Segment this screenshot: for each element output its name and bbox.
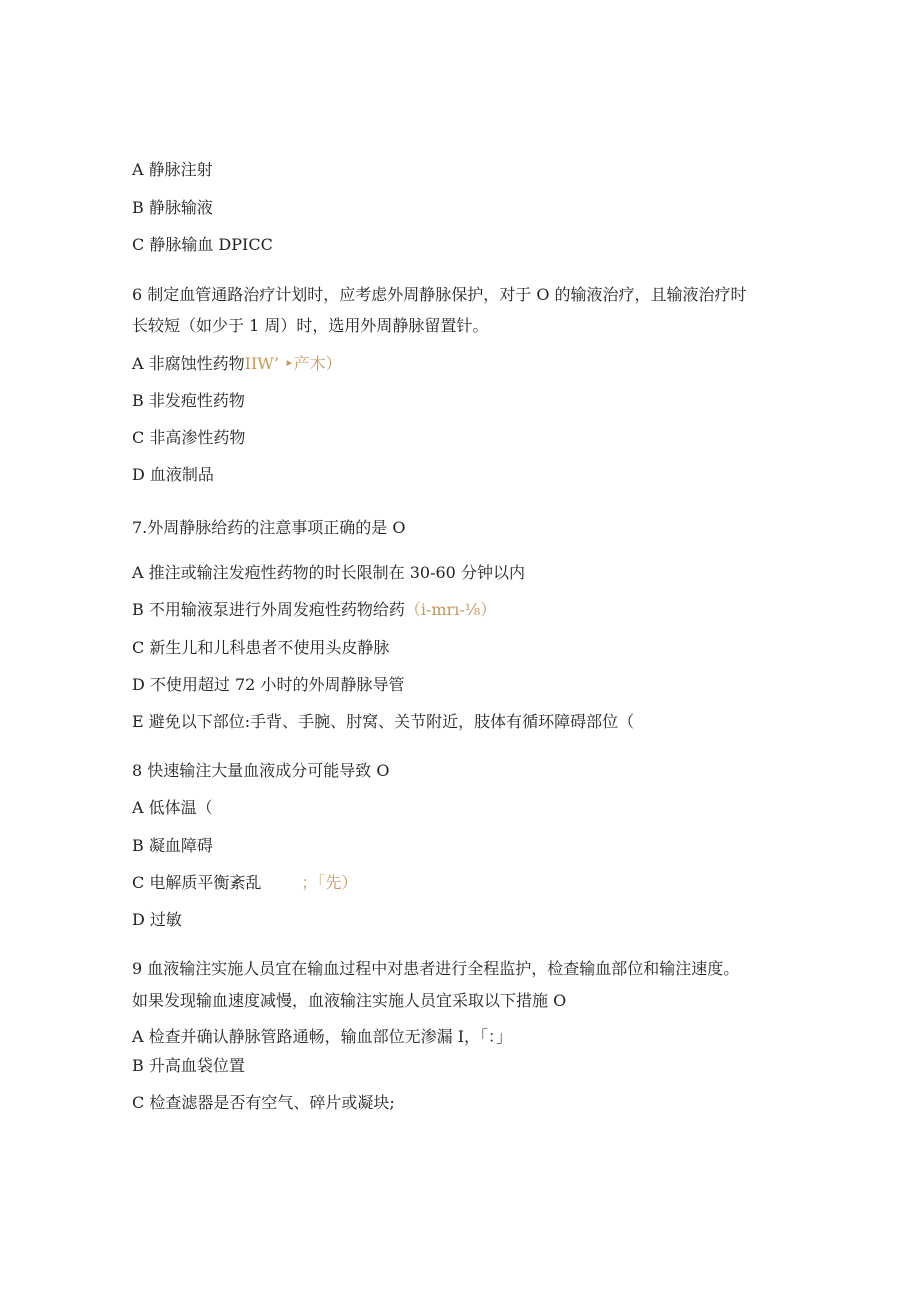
q7-option-d: D 不使用超过 72 小时的外周静脉导管 xyxy=(132,675,405,694)
q8-option-c-mark: ；「先） xyxy=(301,873,358,892)
q6-option-a xyxy=(132,354,342,374)
q8-option-d: D 过敏 xyxy=(132,910,182,929)
q6-option-a-mark: IIW’ ‣产木） xyxy=(244,354,342,373)
q6-option-b: B 非发疱性药物 xyxy=(132,391,245,410)
q6-option-d: D 血液制品 xyxy=(132,465,214,484)
q7-option-e: E 避免以下部位:手背、手腕、肘窝、关节附近，肢体有循环障碍部位（ xyxy=(132,712,635,731)
q7-option-b-text: B 不用输液泵进行外周发疱性药物给药 xyxy=(132,600,405,619)
q9-option-b: B 升高血袋位置 xyxy=(132,1056,245,1075)
q9-option-c: C 检查滤器是否有空气、碎片或凝块; xyxy=(132,1093,395,1112)
q8-option-a: A 低体温（ xyxy=(132,798,213,817)
q8-option-c-text: C 电解质平衡紊乱 xyxy=(132,873,262,892)
q6-option-a-text: A 非腐蚀性药物 xyxy=(132,354,245,373)
q5-option-a: A 静脉注射 xyxy=(132,160,213,179)
q9-option-a: A 检查并确认静脉管路通畅，输血部位无渗漏 I，「：」 xyxy=(132,1027,513,1046)
q6-option-c: C 非高渗性药物 xyxy=(132,428,246,447)
q7-option-c: C 新生儿和儿科患者不使用头皮静脉 xyxy=(132,638,390,657)
q5-option-b: B 静脉输液 xyxy=(132,198,213,217)
q9-stem-line-1: 9 血液输注实施人员宜在输血过程中对患者进行全程监护，检查输血部位和输注速度。 xyxy=(132,959,740,978)
q7-option-a: A 推注或输注发疱性药物的时长限制在 30-60 分钟以内 xyxy=(132,563,525,582)
q8-option-c xyxy=(132,873,357,893)
q7-option-b xyxy=(132,600,496,620)
q9-stem-line-2: 如果发现输血速度减慢，血液输注实施人员宜采取以下措施 O xyxy=(132,991,567,1010)
q6-stem-line-1: 6 制定血管通路治疗计划时，应考虑外周静脉保护，对于 O 的输液治疗，且输液治疗时 xyxy=(132,285,747,304)
q7-option-b-mark: （i-mrı-⅛） xyxy=(404,600,497,619)
q6-stem-line-2: 长较短（如少于 1 周）时，选用外周静脉留置针。 xyxy=(132,316,489,335)
q5-option-c: C 静脉输血 DPICC xyxy=(132,235,273,254)
q8-stem: 8 快速输注大量血液成分可能导致 O xyxy=(132,761,390,780)
q7-stem: 7.外周静脉给药的注意事项正确的是 O xyxy=(132,518,406,537)
q8-option-b: B 凝血障碍 xyxy=(132,836,213,855)
